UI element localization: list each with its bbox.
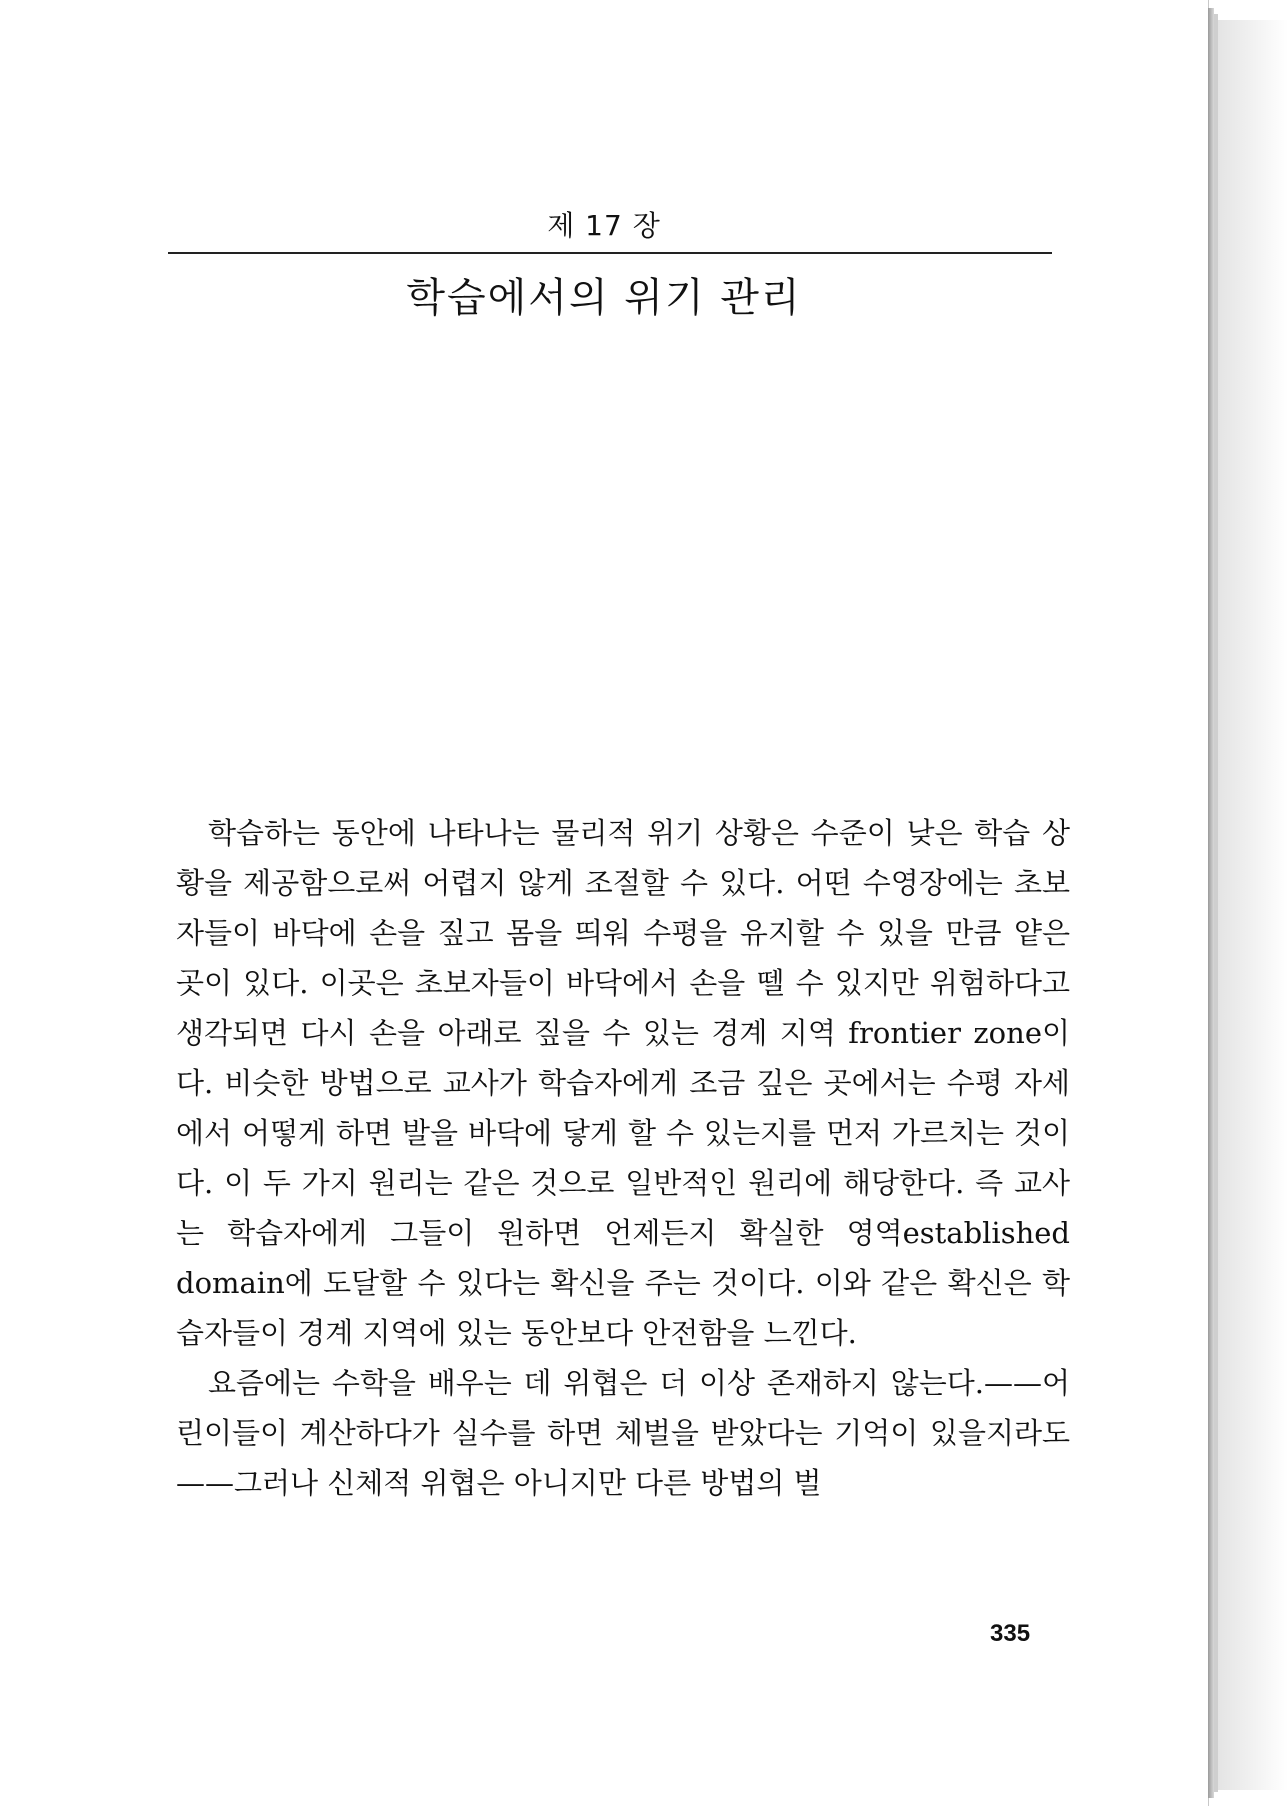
chapter-label: 제 17 장 — [547, 209, 661, 242]
paragraph-1: 학습하는 동안에 나타나는 물리적 위기 상황은 수준이 낮은 학습 상황을 제공함으로써 어렵지 않게 조절할 수 있다. 어떤 수영장에는 초보자들이 바닥에 손을 짚고 몸을 띄워 수평을 유지할 수 있을 만큼 얕은 곳이 있다. 이곳은 초보자들이 바닥에서 손을 뗄 수 있지만 위험하다고 생각되면 다시 손을 아래로 짚을 수 있는 경계 지역 frontier zone이다. 비슷한 방법으로 교사가 학습자에게 조금 깊은 곳에서는 수평 자세에서 어떻게 하면 발을 바닥에 닿게 할 수 있는지를 먼저 가르치는 것이다. 이 두 가지 원리는 같은 것으로 일반적인 원리에 해당한다. 즉 교사는 학습자에게 그들이 원하면 언제든지 확실한 영역established domain에 도달할 수 있다는 확신을 주는 것이다. 이와 같은 확신은 학습자들이 경계 지역에 있는 동안보다 안전함을 느낀다. — [176, 816, 1070, 1350]
page-shadow — [1218, 20, 1288, 1790]
chapter-title: 학습에서의 위기 관리 — [406, 275, 802, 321]
paragraph-2: 요즘에는 수학을 배우는 데 위협은 더 이상 존재하지 않는다.——어린이들이 계산하다가 실수를 하면 체벌을 받았다는 기억이 있을지라도——그러나 신체적 위협은 아니지만 다른 방법의 벌 — [176, 1366, 1070, 1500]
body-text — [176, 808, 1070, 1508]
page-number: 335 — [990, 1620, 1031, 1647]
title-rule — [168, 252, 1052, 254]
